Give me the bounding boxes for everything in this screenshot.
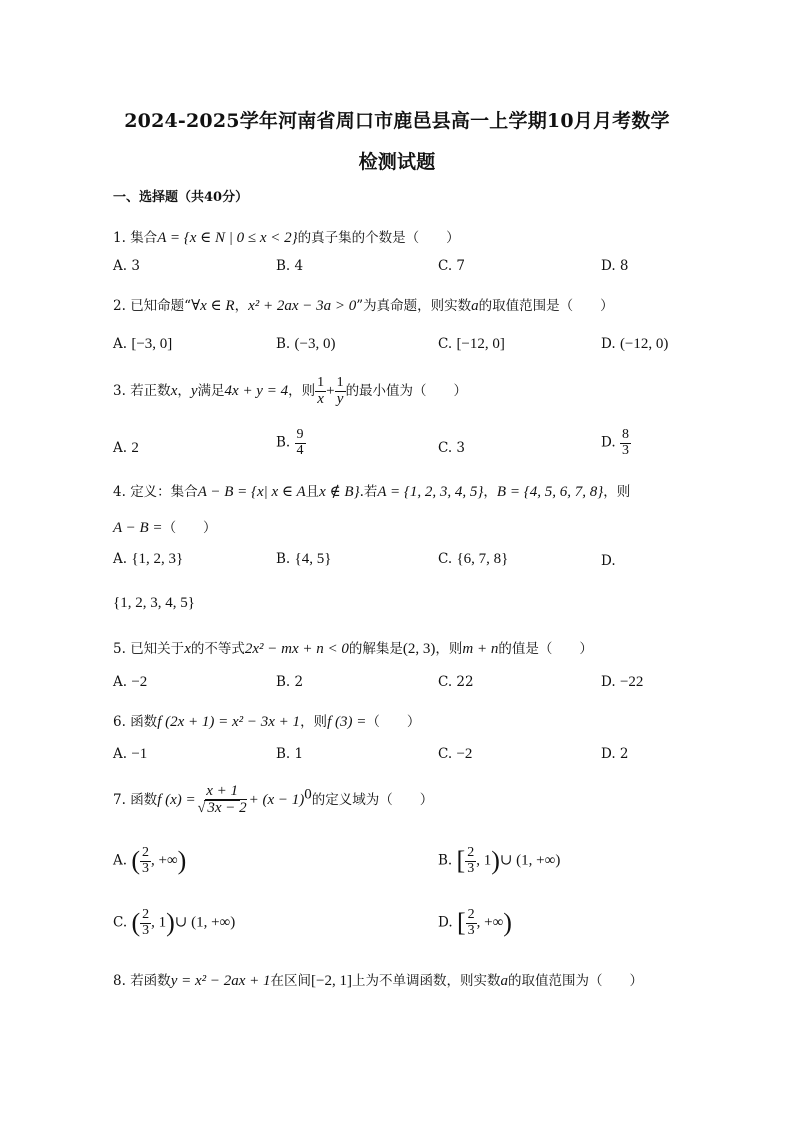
- option-c: C. 22: [438, 674, 474, 690]
- question-text: 的取值范围是（ ）: [478, 298, 614, 314]
- option-value: {6, 7, 8}: [456, 551, 509, 567]
- option-label: C.: [438, 336, 453, 352]
- option-value: (−3, 0): [294, 336, 336, 352]
- denominator: y: [336, 390, 344, 407]
- option-label: B.: [276, 336, 291, 352]
- denominator: x: [317, 390, 324, 407]
- math-var: a: [471, 298, 479, 314]
- close-paren: ): [503, 908, 512, 938]
- option-c: [438, 746, 472, 763]
- question-1: [113, 226, 460, 247]
- question-3: [113, 376, 467, 407]
- open-bracket: [: [456, 846, 466, 876]
- question-number: 8.: [113, 973, 126, 989]
- option-label: B.: [276, 434, 291, 451]
- option-label: C.: [438, 551, 453, 567]
- question-6: [113, 710, 420, 731]
- question-text: 已知命题“: [130, 298, 192, 314]
- math-var: x: [184, 641, 191, 657]
- option-d: [601, 336, 668, 353]
- math-set: B = {4, 5, 6, 7, 8}: [496, 484, 604, 500]
- fraction: [315, 376, 326, 407]
- question-text: 的定义域为（ ）: [311, 791, 434, 808]
- denominator: √ 3x − 2: [197, 799, 247, 816]
- option-d: D. 8: [601, 258, 629, 274]
- option-d: [601, 428, 631, 458]
- math-var: y: [190, 383, 198, 400]
- option-label: D.: [601, 553, 616, 569]
- option-d-value: [113, 595, 195, 612]
- question-text: 在区间: [270, 973, 312, 989]
- option-label: B.: [276, 551, 291, 567]
- denominator: 3: [142, 922, 150, 938]
- fraction: [335, 376, 346, 407]
- option-value: 2: [131, 440, 139, 456]
- open-paren: (: [131, 846, 141, 876]
- question-7: [113, 784, 433, 817]
- option-label: A.: [113, 336, 128, 352]
- fraction: [295, 428, 306, 458]
- question-text: 上为不单调函数，则实数: [351, 973, 501, 989]
- question-text: 的解集是: [348, 641, 403, 657]
- fraction: [465, 846, 476, 876]
- option-union: ∪ (1, +∞): [174, 914, 236, 931]
- option-label: B.: [438, 852, 453, 869]
- question-text: （ ）: [366, 714, 421, 730]
- denominator: 3: [467, 922, 475, 938]
- question-number: 5.: [113, 641, 126, 657]
- option-label: D.: [601, 336, 616, 352]
- denominator: 3: [467, 860, 475, 876]
- numerator: 2: [142, 845, 150, 860]
- math-exponent: 0: [304, 786, 312, 803]
- question-text: 定义：集合: [130, 484, 198, 500]
- option-b: B. 1: [276, 746, 304, 762]
- option-d: [601, 553, 616, 569]
- question-text: ，则: [288, 383, 316, 400]
- math-interval: (2, 3): [402, 641, 436, 657]
- option-value: , +∞: [151, 852, 178, 869]
- math-expr: f (x) =: [157, 791, 196, 808]
- question-text: 函数: [130, 714, 158, 730]
- document-title-line2: 检测试题: [358, 151, 436, 173]
- math-interval: [−2, 1]: [311, 973, 352, 989]
- option-a: A. 3: [113, 258, 140, 274]
- option-value: [−12, 0]: [456, 336, 505, 352]
- option-a: [113, 440, 139, 457]
- math-expr: ∀x ∈ R: [191, 298, 235, 314]
- close-paren: ): [491, 846, 500, 876]
- option-a: [113, 551, 183, 568]
- question-text: 集合: [130, 230, 158, 246]
- option-label: A.: [113, 551, 128, 567]
- option-c: [438, 551, 508, 568]
- fraction: [620, 428, 631, 458]
- question-number: 3.: [113, 383, 126, 400]
- question-number: 2.: [113, 298, 126, 314]
- denominator: 3: [142, 860, 150, 876]
- fraction: [140, 908, 151, 938]
- math-expr: A − B = {x| x ∈ A: [197, 484, 306, 500]
- question-4: [113, 480, 630, 501]
- numerator: x + 1: [206, 783, 238, 799]
- question-text: 满足: [197, 383, 225, 400]
- math-expr: f (3) =: [327, 714, 367, 730]
- question-number: 1.: [113, 230, 126, 246]
- option-label: A.: [113, 746, 128, 762]
- question-text: 的值是（ ）: [498, 641, 593, 657]
- option-b: B. 4: [276, 258, 304, 274]
- option-d: [601, 674, 643, 691]
- option-value: [−3, 0]: [131, 336, 173, 352]
- fraction: [466, 908, 477, 938]
- question-text: 若函数: [130, 973, 171, 989]
- option-value: −22: [619, 674, 644, 690]
- option-label: A.: [113, 852, 128, 869]
- math-expr: 4x + y = 4: [224, 383, 289, 400]
- math-var: a: [500, 973, 508, 989]
- question-text: 的不等式: [190, 641, 245, 657]
- option-label: D.: [601, 674, 616, 690]
- numerator: 2: [467, 845, 475, 860]
- option-value: , 1: [476, 852, 492, 869]
- math-var: x: [170, 383, 178, 400]
- question-text: ，: [483, 484, 497, 500]
- radicand: 3x − 2: [207, 799, 247, 816]
- question-text: 函数: [130, 791, 158, 808]
- close-paren: ): [177, 846, 187, 876]
- numerator: 2: [467, 907, 475, 922]
- denominator: 3: [621, 442, 629, 458]
- question-text: ，: [177, 383, 191, 400]
- option-d: D. 2: [601, 746, 629, 762]
- math-expr: + (x − 1): [248, 791, 305, 808]
- question-number: 7.: [113, 791, 126, 808]
- question-number: 4.: [113, 484, 126, 500]
- option-value: {1, 2, 3}: [131, 551, 184, 567]
- math-expr: y = x² − 2ax + 1: [170, 973, 271, 989]
- option-a: [113, 846, 186, 876]
- option-c: [113, 908, 235, 938]
- option-label: D.: [438, 914, 453, 931]
- option-a: [113, 674, 147, 691]
- question-text: 的真子集的个数是（ ）: [297, 230, 460, 246]
- option-value: −2: [131, 674, 148, 690]
- question-text: ，: [234, 298, 249, 314]
- math-op: +: [326, 383, 335, 400]
- open-bracket: [: [456, 908, 466, 938]
- fraction: [140, 846, 151, 876]
- question-text: 且: [305, 484, 320, 500]
- question-5: [113, 637, 593, 658]
- option-label: D.: [601, 434, 616, 451]
- option-b: [276, 428, 306, 458]
- question-text: ，则: [603, 484, 631, 500]
- option-c: [438, 336, 505, 353]
- option-label: A.: [113, 674, 128, 690]
- question-text: （ ）: [162, 520, 217, 536]
- option-value: (−12, 0): [619, 336, 669, 352]
- question-text: 的取值范围为（ ）: [507, 973, 643, 989]
- numerator: 1: [317, 375, 325, 390]
- question-2: [113, 294, 614, 315]
- math-set: A = {1, 2, 3, 4, 5}: [377, 484, 484, 500]
- document-title-line1: 2024-2025学年河南省周口市鹿邑县高一上学期10月月考数学: [124, 110, 670, 132]
- section-heading: 一、选择题（共40分）: [113, 190, 249, 205]
- option-b: [276, 551, 331, 568]
- question-text: ”为真命题，则实数: [356, 298, 472, 314]
- numerator: 9: [296, 427, 304, 442]
- option-a: [113, 746, 147, 763]
- question-text: 若正数: [130, 383, 171, 400]
- math-expr: m + n: [462, 641, 499, 657]
- denominator: 4: [296, 442, 304, 458]
- close-paren: ): [166, 908, 175, 938]
- question-text: 已知关于: [130, 641, 185, 657]
- question-4-continued: [113, 516, 217, 537]
- option-value: , 1: [151, 914, 167, 931]
- option-label: C.: [113, 914, 128, 931]
- option-value: −1: [131, 746, 148, 762]
- option-c: C. 3: [438, 440, 466, 456]
- math-expr: x² + 2ax − 3a > 0: [248, 298, 357, 314]
- option-b: [438, 846, 560, 876]
- fraction: [196, 784, 249, 817]
- option-b: [276, 336, 335, 353]
- numerator: 1: [336, 375, 344, 390]
- option-a: [113, 336, 172, 353]
- question-number: 6.: [113, 714, 126, 730]
- question-text: ，则: [435, 641, 463, 657]
- question-text: 的最小值为（ ）: [345, 383, 468, 400]
- option-label: A.: [113, 440, 128, 456]
- math-expr: f (2x + 1) = x² − 3x + 1: [157, 714, 301, 730]
- numerator: 2: [142, 907, 150, 922]
- option-value: −2: [456, 746, 473, 762]
- option-value: {4, 5}: [294, 551, 332, 567]
- option-label: C.: [438, 746, 453, 762]
- option-union: ∪ (1, +∞): [499, 852, 561, 869]
- option-value: , +∞: [476, 914, 504, 931]
- math-expr: x ∉ B}: [319, 484, 360, 500]
- question-8: [113, 969, 643, 990]
- option-b: B. 2: [276, 674, 304, 690]
- math-expr: 2x² − mx + n < 0: [244, 641, 349, 657]
- option-c: C. 7: [438, 258, 466, 274]
- numerator: 8: [621, 427, 629, 442]
- math-set: A = {x ∈ N | 0 ≤ x < 2}: [157, 230, 298, 246]
- math-expr: A − B =: [113, 520, 163, 536]
- question-text: .若: [359, 484, 378, 500]
- option-value: {1, 2, 3, 4, 5}: [113, 595, 195, 611]
- option-d: [438, 908, 512, 938]
- question-text: ，则: [300, 714, 328, 730]
- open-paren: (: [131, 908, 141, 938]
